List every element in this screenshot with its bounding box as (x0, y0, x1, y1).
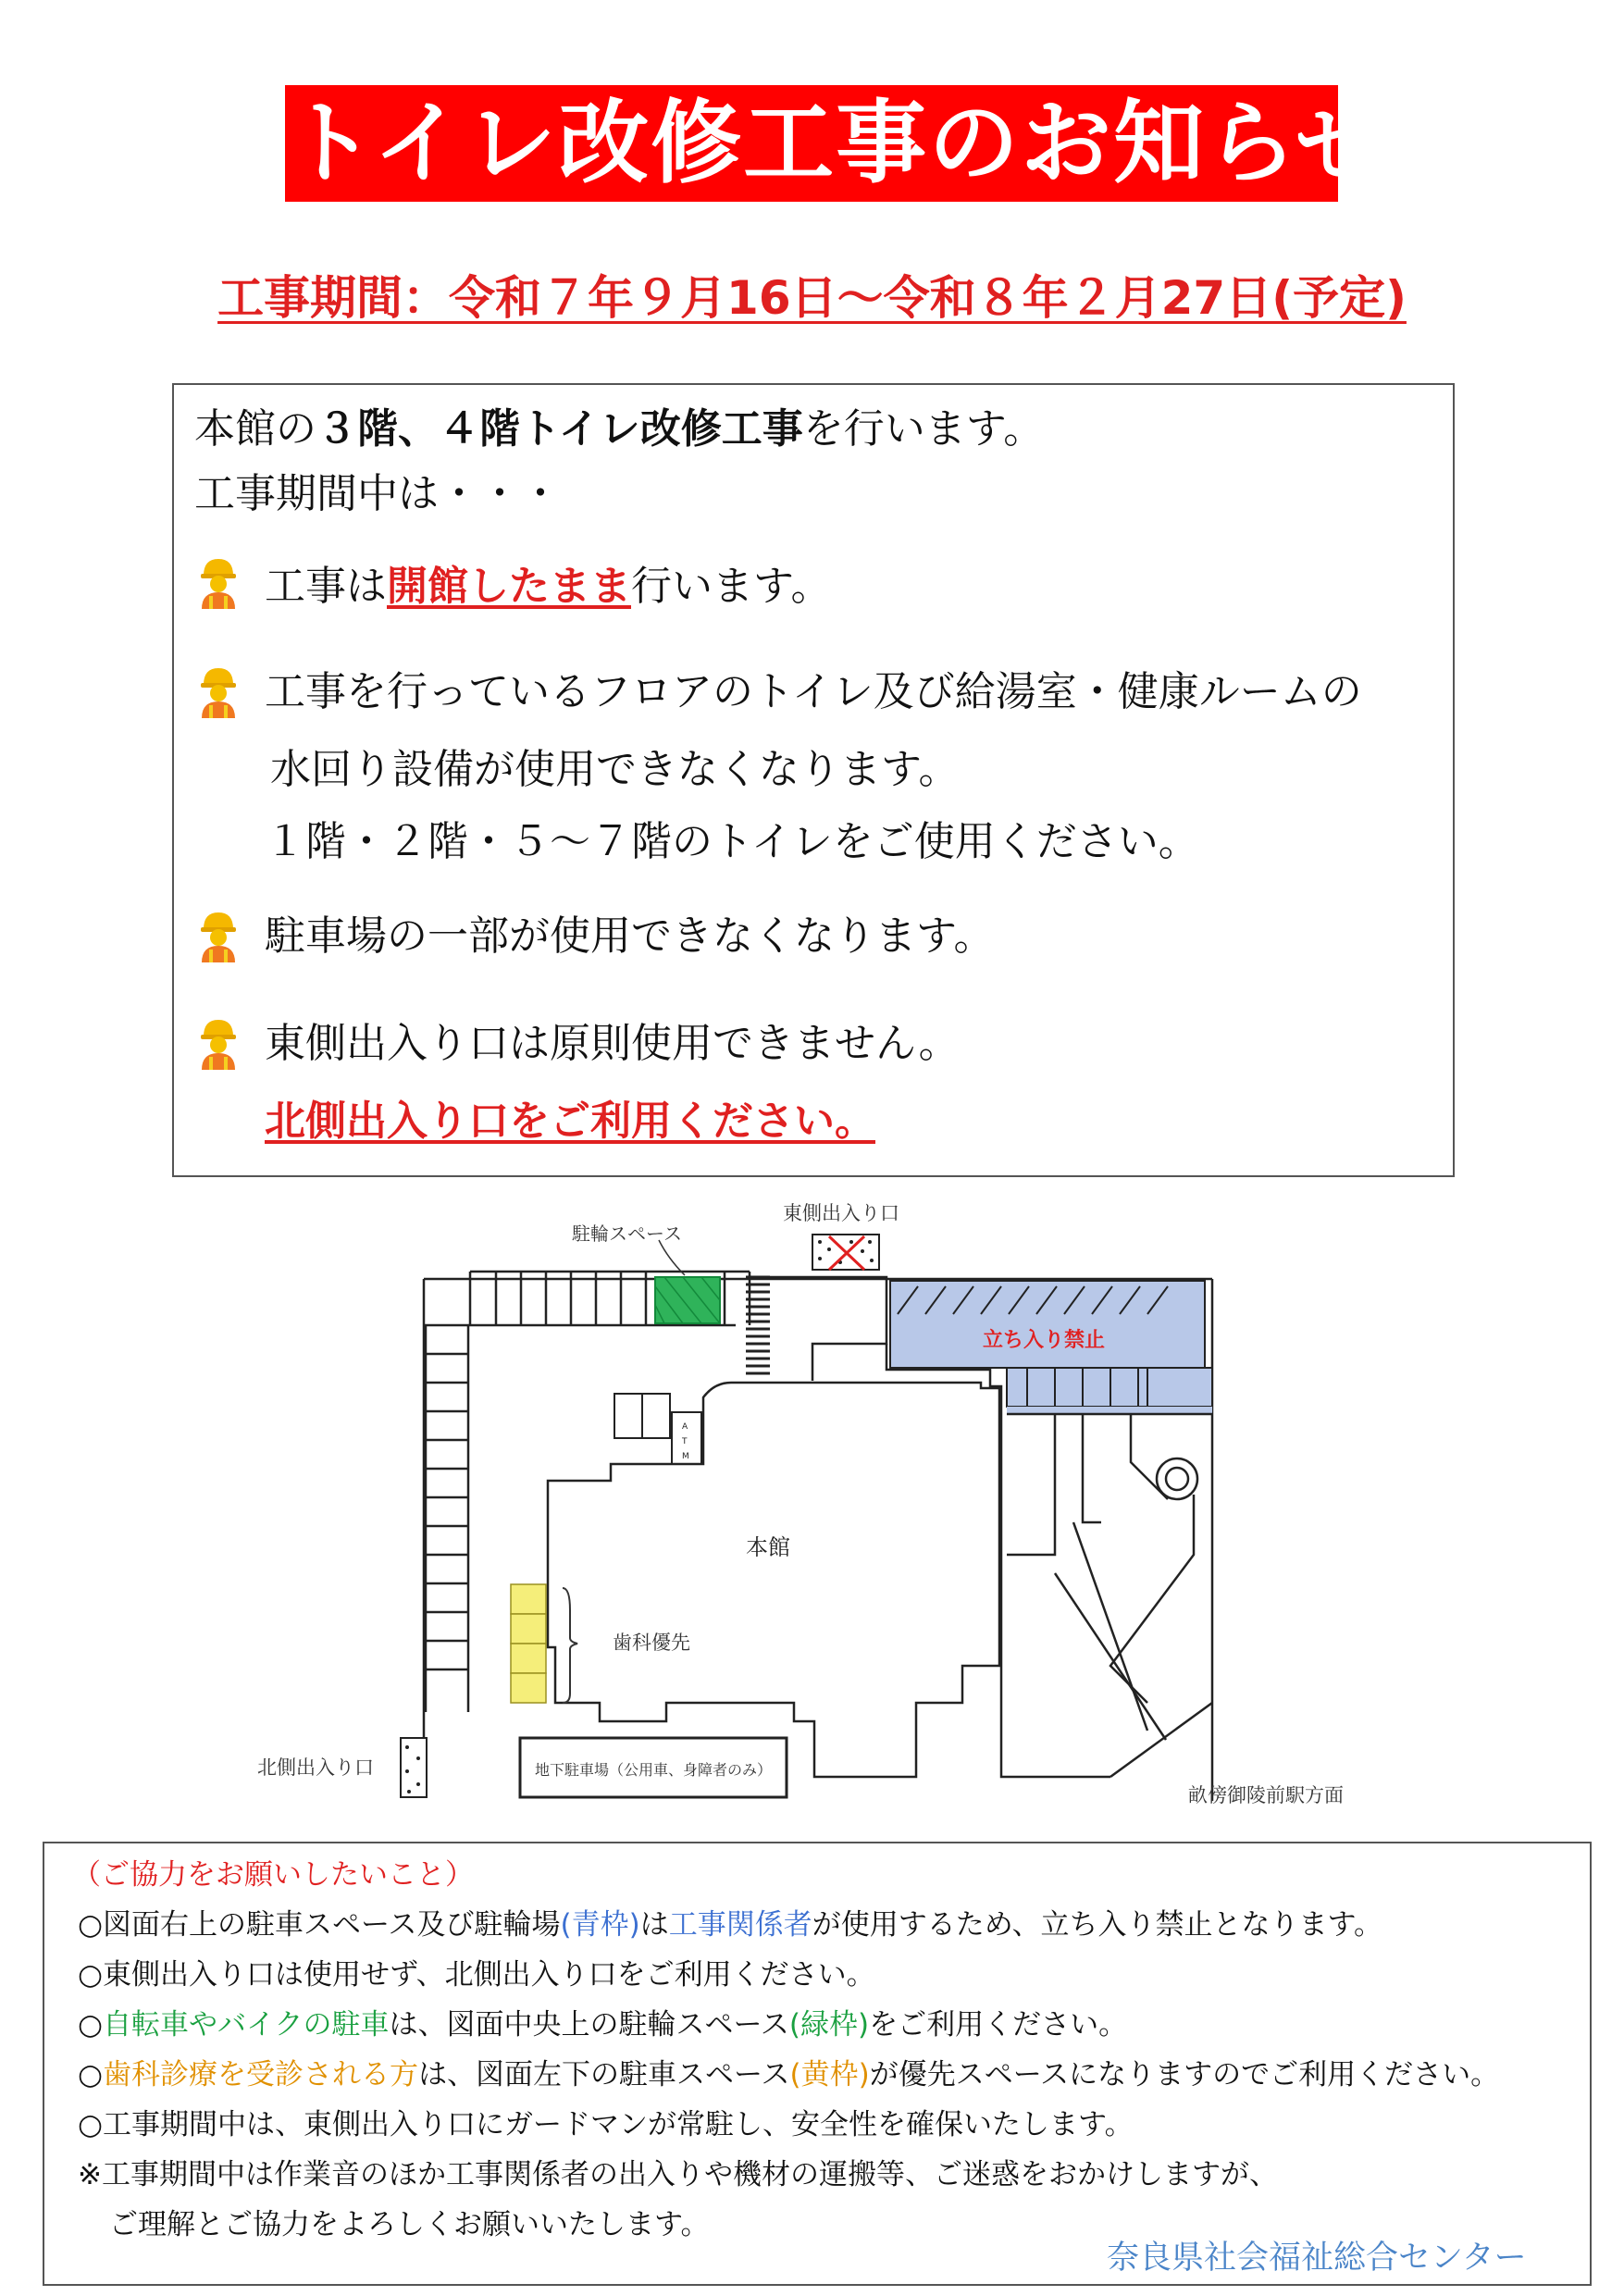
cooperation-line-2: ○東側出入り口は使用せず、北側出入り口をご利用ください。 (78, 1958, 875, 1992)
cooperation-line-3: ○自転車やバイクの駐車は、図面中央上の駐輪スペース(緑枠)をご利用ください。 (78, 2008, 1128, 2042)
station-direction-label: 畝傍御陵前駅方面 (1188, 1784, 1344, 1806)
bullet-facilities-line-2: 水回り設備が使用できなくなります。 (270, 746, 960, 793)
notice-line-1: 本館の３階、４階トイレ改修工事を行います。 (194, 405, 1045, 453)
no-entry-label: 立ち入り禁止 (983, 1329, 1106, 1352)
bullet-open-during-work: 工事は開館したまま行います。 (265, 563, 832, 610)
bullet-north-entrance: 北側出入り口をご利用ください。 (265, 1098, 875, 1145)
notice-box (172, 383, 1455, 1177)
main-building (548, 1383, 999, 1777)
notice-line-2: 工事期間中は・・・ (194, 470, 561, 517)
no-entry-zone (890, 1281, 1205, 1368)
cooperation-line-5: ○工事期間中は、東側出入り口にガードマンが常駐し、安全性を確保いたします。 (78, 2108, 1134, 2141)
bullet-east-entrance: 東側出入り口は原則使用できません。 (265, 1020, 960, 1067)
page-title: トイレ改修工事のお知らせ (285, 85, 1338, 202)
north-entrance-label: 北側出入り口 (257, 1756, 374, 1779)
bullet-parking: 駐車場の一部が使用できなくなります。 (265, 912, 995, 960)
construction-worker-icon (198, 664, 239, 718)
organization-name: 奈良県社会福祉総合センター (1107, 2240, 1527, 2277)
cooperation-box (43, 1842, 1592, 2286)
cooperation-line-7: ご理解とご協力をよろしくお願いいたします。 (109, 2208, 710, 2241)
dental-priority-label: 歯科優先 (613, 1632, 690, 1654)
dental-parking-space (511, 1584, 546, 1614)
bullet-facilities-line-1: 工事を行っているフロアのトイレ及び給湯室・健康ルームの (265, 668, 1362, 715)
cooperation-line-4: ○歯科診療を受診される方は、図面左下の駐車スペース(黄枠)が優先スペースになりますのでご利用ください。 (78, 2058, 1500, 2091)
north-entrance-mark (401, 1738, 427, 1797)
construction-worker-icon (198, 909, 239, 962)
bullet-facilities-line-3: １階・２階・５～７階のトイレをご使用ください。 (265, 818, 1199, 865)
floor-map (0, 1185, 1624, 1832)
east-entrance-label: 東側出入り口 (783, 1202, 899, 1224)
construction-worker-icon (198, 555, 239, 609)
cooperation-line-1: ○図面右上の駐車スペース及び駐輪場(青枠)は工事関係者が使用するため、立ち入り禁止となります。 (78, 1908, 1382, 1942)
main-building-label: 本館 (746, 1534, 790, 1560)
underground-parking-label: 地下駐車場（公用車、身障者のみ） (535, 1761, 773, 1779)
atm-label-m: M (682, 1452, 689, 1461)
atm-label-t: T (682, 1437, 688, 1446)
construction-worker-icon (198, 1016, 239, 1070)
atm-label-a: A (682, 1422, 688, 1432)
cooperation-heading: （ご協力をお願いしたいこと） (72, 1858, 474, 1892)
cooperation-line-6: ※工事期間中は作業音のほか工事関係者の出入りや機材の運搬等、ご迷惑をおかけしますが、 (78, 2158, 1278, 2191)
bicycle-space-label: 駐輪スペース (572, 1222, 682, 1245)
construction-period: 工事期間：令和７年９月16日～令和８年２月27日(予定) (217, 271, 1407, 325)
